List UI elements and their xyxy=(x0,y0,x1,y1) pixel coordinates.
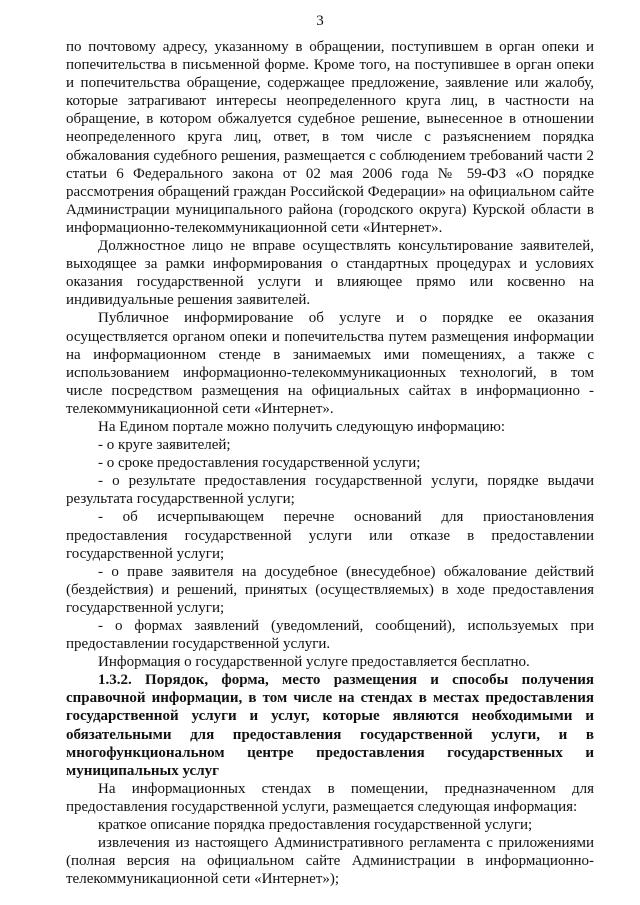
section-heading: 1.3.2. Порядок, форма, место размещения и способы получения справочной информации, в том числе на стендах в местах предоставления государственной услуги и услуг, которые являются необходимыми и обязательными для предоставления государственной услуги, и в многофункциональном центре предоставления государственных и муниципальных услуг xyxy=(66,672,594,779)
list-item: - о результате предоставления государственной услуги, порядке выдачи результата государственной услуги; xyxy=(66,473,594,508)
document-body xyxy=(66,38,594,888)
list-item: - о круге заявителей; xyxy=(98,437,231,454)
paragraph: На информационных стендах в помещении, предназначенном для предоставления государственной услуги, размещается следующая информация: xyxy=(66,780,594,815)
list-item: - о формах заявлений (уведомлений, сообщений), используемых при предоставлении государственной услуги. xyxy=(66,618,594,653)
paragraph: извлечения из настоящего Административного регламента с приложениями (полная версия на официальном сайте Администрации в информационно-телекоммуникационной сети «Интернет»); xyxy=(66,835,594,888)
paragraph: Публичное информирование об услуге и о порядке ее оказания осуществляется органом опеки и попечительства путем размещения информации на информационном стенде в занимаемых ими помещениях, а также с использованием информационно-телекоммуникационных технологий, в том числе посредством размещения на официальных сайтах в информационно - телекоммуникационной сети «Интернет». xyxy=(66,310,594,417)
paragraph: Должностное лицо не вправе осуществлять консультирование заявителей, выходящее за рамки информирования о стандартных процедурах и условиях оказания государственной услуги и влияющее прямо или косвенно на индивидуальные решения заявителей. xyxy=(66,238,594,309)
list-item: - о сроке предоставления государственной услуги; xyxy=(98,455,421,472)
paragraph: по почтовому адресу, указанному в обращении, поступившем в орган опеки и попечительства в письменной форме. Кроме того, на поступившее в орган опеки и попечительства обращение, содержащее предложение, заявление или жалобу, которые затрагивают интересы неопределенного круга лиц, в частности на обращение, в котором обжалуется судебное решение, вынесенное в отношении неопределенного круга лиц, ответ, в том числе с разъяснением порядка обжалования судебного решения, размещается с соблюдением требований части 2 статьи 6 Федерального закона от 02 мая 2006 года № 59-ФЗ «О порядке рассмотрения обращений граждан Российской Федерации» на официальном сайте Администрации муниципального района (городского округа) Курской области в информационно-телекоммуникационной сети «Интернет». xyxy=(66,39,594,236)
paragraph: На Едином портале можно получить следующую информацию: xyxy=(98,418,506,435)
list-item: - о праве заявителя на досудебное (внесудебное) обжалование действий (бездействия) и решений, принятых (осуществляемых) в ходе предоставления государственной услуги; xyxy=(66,563,594,616)
page-number: 3 xyxy=(316,13,324,29)
paragraph: краткое описание порядка предоставления государственной услуги; xyxy=(98,817,533,834)
list-item: - об исчерпывающем перечне оснований для приостановления предоставления государственной услуги или отказе в предоставлении государственной услуги; xyxy=(66,509,594,562)
paragraph: Информация о государственной услуге предоставляется бесплатно. xyxy=(98,654,530,671)
